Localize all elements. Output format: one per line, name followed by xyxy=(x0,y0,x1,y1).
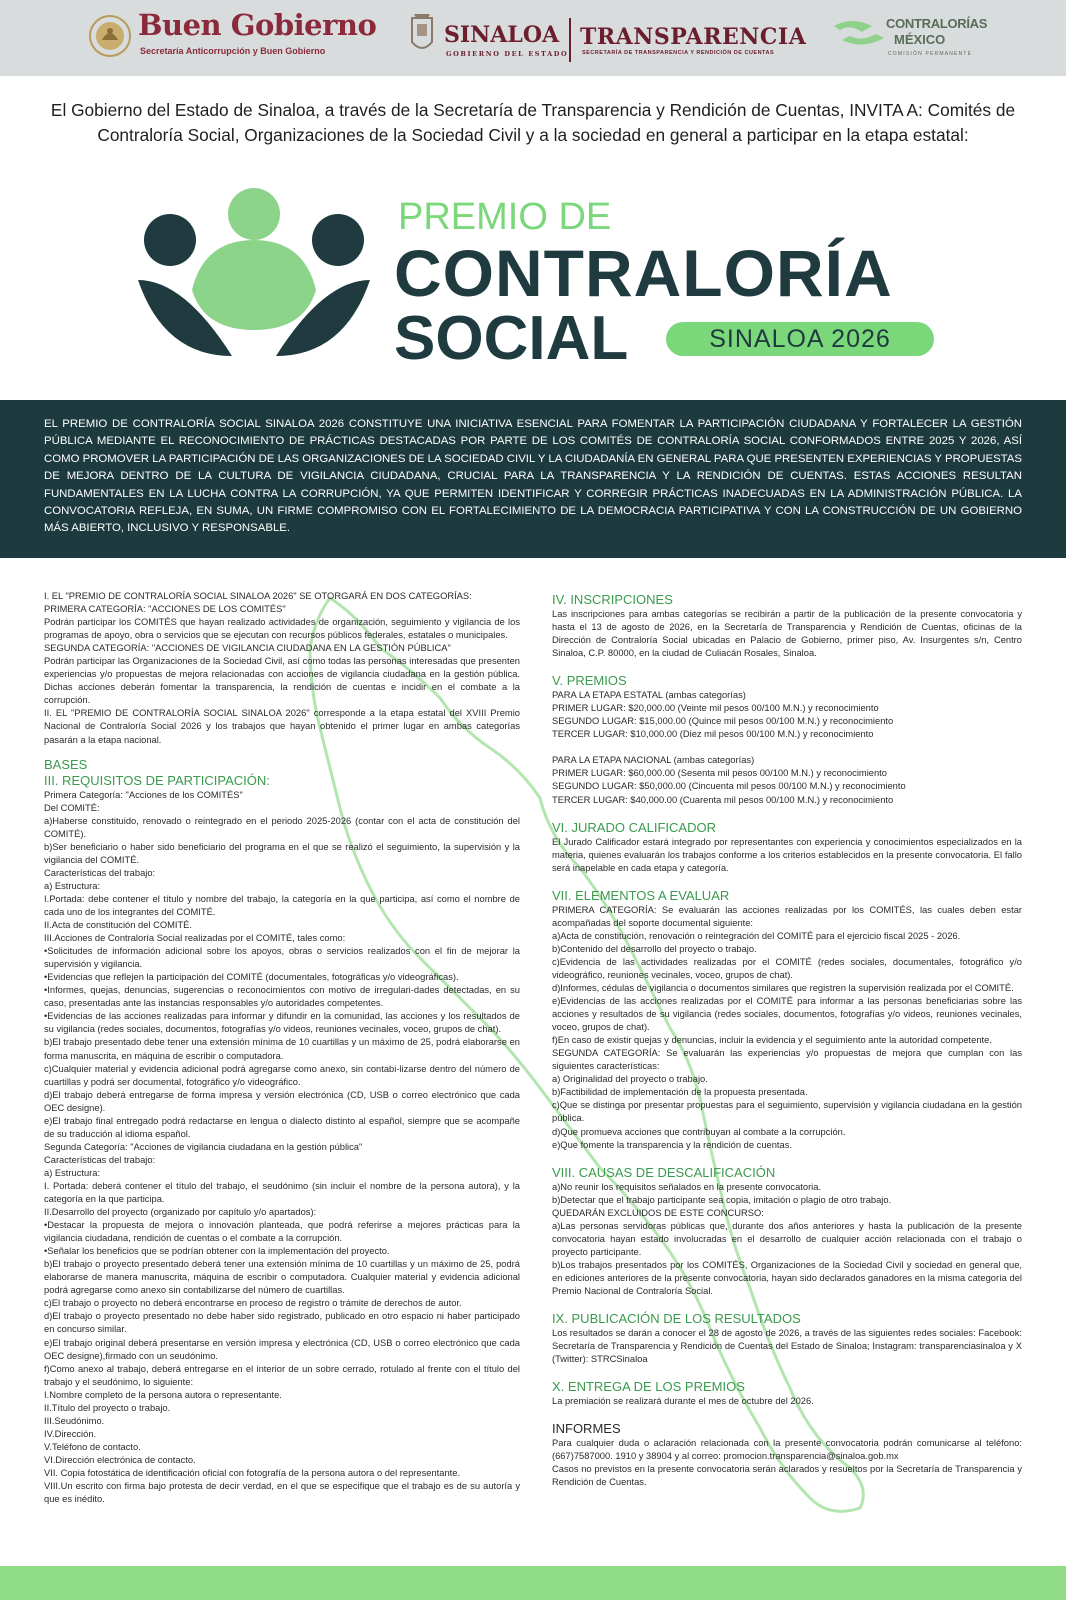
requisito-line: b)Ser beneficiario o haber sido beneficiario del programa en el que se realizó el seguimiento, la supervisión y la vigilancia del COMITÉ. xyxy=(44,841,520,865)
descalificacion-line: QUEDARÁN EXCLUIDOS DE ESTE CONCURSO: xyxy=(552,1207,764,1218)
gobierno-del-estado: GOBIERNO DEL ESTADO xyxy=(446,50,569,58)
requisito-line: f)Como anexo al trabajo, deberá entregarse en el interior de un sobre cerrado, rotulado al frente con el título del trabajo y el seudónimo, lo siguiente: xyxy=(44,1363,520,1387)
publicacion-heading: IX. PUBLICACIÓN DE LOS RESULTADOS xyxy=(552,1311,801,1327)
transparencia-title: TRANSPARENCIA xyxy=(580,24,807,50)
requisito-line: •Informes, quejas, denuncias, sugerencias o reconocimientos con motivo de irregulari-dades detectadas, en su caso, presentadas ante las instancias responsables y/o autoridades competentes. xyxy=(44,985,520,1009)
buen-gobierno-subtitle: Secretaría Anticorrupción y Buen Gobierno xyxy=(140,46,326,56)
premios-estatal-line: PRIMER LUGAR: $20,000.00 (Veinte mil pesos 00/100 M.N.) y reconocimiento xyxy=(552,703,879,714)
requisito-line: •Evidencias que reflejen la participación del COMITÉ (documentales, fotográficas y/o videográficas). xyxy=(44,972,459,983)
contralorias-mexico-logo xyxy=(832,12,988,64)
requisito-line: II.Desarrollo del proyecto (organizado por capítulo y/o apartados): xyxy=(44,1207,317,1218)
description-band xyxy=(0,400,1066,558)
requisito-line: IV.Dirección. xyxy=(44,1428,97,1439)
etapa-nacional-text: II. EL "PREMIO DE CONTRALORÍA SOCIAL SINALOA 2026" corresponde a la etapa estatal del XVIII Premio Nacional de Contraloría Social 2026 y los trabajos que hayan obtenido el primer lugar en ambas categorías pasarán a la etapa nacional. xyxy=(44,708,520,745)
primera-categoria-label: PRIMERA CATEGORÍA: "ACCIONES DE LOS COMITÉS" xyxy=(44,604,286,615)
requisito-line: d)El trabajo o proyecto presentado no debe haber sido registrado, publicado en otro espacio ni haber participado en concurso similar. xyxy=(44,1311,520,1335)
elemento-line: PRIMERA CATEGORÍA: Se evaluarán las acciones realizadas por los COMITÉS, las cuales deben estar acompañadas del soporte documental siguiente: xyxy=(552,904,1022,928)
segunda-categoria-text: Podrán participar las Organizaciones de la Sociedad Civil, así como todas las personas interesadas que presenten experiencias y/o propuestas de mejora relacionadas con acciones de vigilancia ciudadana en la gestión pública. Dichas acciones deberán fomentar la transparencia, la rendición de cuentas e incidir en el combate a la corrupción. xyxy=(44,656,520,706)
requisito-line: b)El trabajo presentado debe tener una extensión mínima de 10 cuartillas y un máximo de 25, podrá elaborarse en forma manuscrita, en máquina de escribir o computadora. xyxy=(44,1037,520,1061)
descalificacion-heading: VIII. CAUSAS DE DESCALIFICACIÓN xyxy=(552,1164,776,1180)
description-text: EL PREMIO DE CONTRALORÍA SOCIAL SINALOA 2026 CONSTITUYE UNA INICIATIVA ESENCIAL PARA FOMENTAR LA PARTICIPACIÓN CIUDADANA Y FORTALECER LA GESTIÓN PÚBLICA MEDIANTE EL RECONOCIMIENTO DE PRÁCTICAS DESTACADAS POR PARTE DE LOS COMITÉS DE CONTRALORÍA SOCIAL CONFORMADOS ENTRE 2025 Y 2026, ASÍ COMO PROMOVER LA PARTICIPACIÓN DE LAS ORGANIZACIONES DE LA SOCIEDAD CIVIL Y LA CIUDADANÍA EN GENERAL PARA QUE PRESENTEN EXPERIENCIAS Y PROPUESTAS DE MEJORA DENTRO DE LA CULTURA DE VIGILANCIA CIUDADANA, CRUCIAL PARA LA TRANSPARENCIA Y LA RENDICIÓN DE CUENTAS. ESTAS ACCIONES RESULTAN FUNDAMENTALES EN LA LUCHA CONTRA LA CORRUPCIÓN, YA QUE PERMITEN IDENTIFICAR Y CORREGIR PRÁCTICAS INADECUADAS EN LA ADMINISTRACIÓN PÚBLICA. LA CONVOCATORIA REFLEJA, EN SUMA, UN FIRME COMPROMISO CON EL FORTALECIMIENTO DE LA DEMOCRACIA PARTICIPATIVA Y CON LA CONSTRUCCIÓN DE UN GOBIERNO MÁS ABIERTO, INCLUSIVO Y RESPONSABLE. xyxy=(44,418,1022,535)
descalificacion-line: a)No reunir los requisitos señalados en la presente convocatoria. xyxy=(552,1181,822,1192)
elemento-line: SEGUNDA CATEGORÍA: Se evaluarán las experiencias y/o propuestas de mejora que cumplan con las siguientes características: xyxy=(552,1048,1022,1072)
requisito-line: Primera Categoría: "Acciones de los COMITÉS" xyxy=(44,789,243,800)
requisito-line: Características del trabajo: xyxy=(44,1154,156,1165)
requisito-line: a) Estructura: xyxy=(44,880,101,891)
bases-heading: BASES xyxy=(44,756,88,772)
requisito-line: I.Portada: debe contener el título y nombre del trabajo, la categoría en la que participa, así como el nombre de cada uno de los integrantes del COMITÉ. xyxy=(44,893,520,917)
segunda-categoria-label: SEGUNDA CATEGORÍA: "ACCIONES DE VIGILANCIA CIUDADANA EN LA GESTIÓN PÚBLICA" xyxy=(44,643,451,654)
elemento-line: e)Evidencias de las acciones realizadas por el COMITÉ para informar a las personas beneficiarias sobre las acciones y resultados de su vigilancia (redes sociales, documentos, fotografías y/o videos, reuniones vecinales, voceo, grupos de chat). xyxy=(552,996,1022,1033)
premios-nacional-line: SEGUNDO LUGAR: $50,000.00 (Cincuenta mil pesos 00/100 M.N.) y reconocimiento xyxy=(552,781,906,792)
intro-invitation: El Gobierno del Estado de Sinaloa, a través de la Secretaría de Transparencia y Rendición de Cuentas, INVITA A: Comités de Contraloría Social, Organizaciones de la Sociedad Civil y a la sociedad en general a participar en la etapa estatal: xyxy=(50,100,1016,145)
requisito-line: II.Título del proyecto o trabajo. xyxy=(44,1402,171,1413)
requisitos-heading: III. REQUISITOS DE PARTICIPACIÓN: xyxy=(44,772,270,788)
requisito-line: a)Haberse constituido, renovado o reintegrado en el periodo 2025-2026 (contar con el acta de constitución del COMITÉ). xyxy=(44,815,520,839)
requisito-line: c)Cualquier material y evidencia adicional podrá agregarse como anexo, sin contabi-lizarse dentro del número de cuartillas y podrá ser documental, fotográfico y/o videográfico. xyxy=(44,1063,520,1087)
contralorias-swoosh-icon xyxy=(832,16,892,52)
hero-social: SOCIAL xyxy=(394,304,629,373)
jurado-text: El Jurado Calificador estará integrado por representantes con experiencia y conocimientos especializados en la materia, quienes evaluarán los trabajos conforme a los criterios establecidos en la presente convocatoria. El fallo será inapelable en cada etapa y categoría. xyxy=(552,836,1022,873)
contralorias-line2: MÉXICO xyxy=(894,32,946,47)
premios-estatal-line: SEGUNDO LUGAR: $15,000.00 (Quince mil pesos 00/100 M.N.) y reconocimiento xyxy=(552,716,894,727)
elemento-line: d)Que promueva acciones que contribuyan al combate a la corrupción. xyxy=(552,1126,846,1137)
descalificacion-line: b)Detectar que el trabajo participante sea copia, imitación o plagio de otro trabajo. xyxy=(552,1194,892,1205)
publicacion-text: Los resultados se darán a conocer el 28 de agosto de 2026, a través de las siguientes redes sociales: Facebook: Secretaría de Transparencia y Rendición de Cuentas del Estado de Sinaloa; Instagram: transparenciasinaloa y X (Twitter): STRCSinaloa xyxy=(552,1328,1022,1365)
requisito-line: VII. Copia fotostática de identificación oficial con fotografía de la persona autora o del representante. xyxy=(44,1468,461,1478)
requisito-line: III.Acciones de Contraloría Social realizadas por el COMITÉ, tales como: xyxy=(44,933,346,944)
sinaloa-transparencia-logo xyxy=(408,10,807,66)
right-column xyxy=(552,592,1022,1489)
transparencia-subtitle: SECRETARÍA DE TRANSPARENCIA Y RENDICIÓN DE CUENTAS xyxy=(582,50,775,56)
premios-nacional-line: TERCER LUGAR: $40,000.00 (Cuarenta mil pesos 00/100 M.N.) y reconocimiento xyxy=(552,794,894,805)
premios-nacional-line: PARA LA ETAPA NACIONAL (ambas categorías) xyxy=(552,755,755,766)
requisito-line: V.Teléfono de contacto. xyxy=(44,1441,141,1452)
requisito-line: •Destacar la propuesta de mejora o innovación planteada, que podrá referirse a mejores prácticas para la vigilancia ciudadana, rendición de cuentas o el combate a la corrupción. xyxy=(44,1220,520,1244)
elemento-line: b)Contenido del desarrollo del proyecto o trabajo. xyxy=(552,943,757,954)
requisito-line: Características del trabajo: xyxy=(44,867,156,878)
categorias-heading: I. EL "PREMIO DE CONTRALORÍA SOCIAL SINALOA 2026" SE OTORGARÁ EN DOS CATEGORÍAS: xyxy=(44,591,472,601)
informes-contact: Para cualquier duda o aclaración relacionada con la presente convocatoria podrán comunicarse al teléfono: (667)7587000. 1910 y 38904 y al correo: promocion.transparencia@sinaloa.gob.mx xyxy=(552,1438,1022,1462)
elemento-line: c)Evidencia de las actividades realizadas por el COMITÉ (redes sociales, documentales, fotográfico y/o videográfico, reuniones vecinales, voceo, grupos de chat). xyxy=(552,956,1022,980)
premios-estatal-line: TERCER LUGAR: $10,000.00 (Diez mil pesos 00/100 M.N.) y reconocimiento xyxy=(552,729,874,740)
left-column xyxy=(44,590,520,1506)
entrega-text: La premiación se realizará durante el mes de octubre del 2026. xyxy=(552,1396,814,1407)
requisito-line: I.Nombre completo de la persona autora o representante. xyxy=(44,1389,282,1400)
requisito-line: III.Seudónimo. xyxy=(44,1415,105,1426)
buen-gobierno-logo xyxy=(88,10,388,66)
logo-bar xyxy=(0,0,1066,76)
hero-contraloria: CONTRALORÍA xyxy=(394,236,893,310)
buen-gobierno-title: Buen Gobierno xyxy=(138,8,377,42)
requisito-line: e)El trabajo original deberá presentarse en versión impresa y electrónica (CD, USB o correo electrónico que cada OEC designe),firmado con un seudónimo. xyxy=(44,1337,520,1361)
descalificacion-line: b)Los trabajos presentados por los COMITÉS, Organizaciones de la Sociedad Civil y sociedad en general que, en ediciones anteriores de la presente convocatoria, hayan sido declarados ganadores en la misma categoría del Premio Nacional de Contraloría Social. xyxy=(552,1259,1022,1296)
requisito-line: e)El trabajo final entregado podrá redactarse en lengua o dialecto distinto al español, siempre que se acompañe de su traducción al idioma español. xyxy=(44,1115,520,1139)
requisito-line: VI.Dirección electrónica de contacto. xyxy=(44,1454,196,1465)
requisito-line: •Solicitudes de información adicional sobre los apoyos, obras o servicios realizados con el fin de mejorar la supervisión y vigilancia. xyxy=(44,946,520,970)
jurado-heading: VI. JURADO CALIFICADOR xyxy=(552,819,716,835)
premios-heading: V. PREMIOS xyxy=(552,673,627,689)
entrega-heading: X. ENTREGA DE LOS PREMIOS xyxy=(552,1379,745,1395)
elemento-line: e)Que fomente la transparencia y la rendición de cuentas. xyxy=(552,1139,792,1150)
descalificacion-line: a)Las personas servidoras públicas que, durante dos años anteriores y hasta la publicación de la presente convocatoria hayan estado involucradas en el desarrollo de cualquier acción relacionada con el trabajo o proyecto participante. xyxy=(552,1220,1022,1257)
requisito-line: Del COMITÉ: xyxy=(44,802,100,813)
sinaloa-shield-icon xyxy=(408,10,436,62)
sinaloa-name: SINALOA xyxy=(444,22,560,48)
primera-categoria-text: Podrán participar los COMITÉS que hayan realizado actividades de organización, seguimiento y vigilancia de los programas de apoyo, obra o servicios que se ejecutan con recursos públicos federales, estatales o municipales. xyxy=(44,617,520,641)
elemento-line: c)Que se distinga por presentar propuestas para el seguimiento, supervisión y vigilancia ciudadana en la gestión pública. xyxy=(552,1100,1022,1124)
requisito-line: a) Estructura: xyxy=(44,1167,101,1178)
mexico-eagle-emblem-icon xyxy=(88,14,132,58)
inscripciones-text: Las inscripciones para ambas categorías se recibirán a partir de la publicación de la presente convocatoria y hasta el 13 de agosto de 2026, en la Secretaría de Transparencia y Rendición de Cuentas, oficinas de la Dirección de Contraloría Social ubicadas en Palacio de Gobierno, primer piso, Av. Insurgentes s/n, Centro Sinaloa, C.P. 80000, en la ciudad de Culiacán Rosales, Sinaloa. xyxy=(552,609,1022,659)
elementos-heading: VII. ELEMENTOS A EVALUAR xyxy=(552,887,730,903)
requisito-line: II.Acta de constitución del COMITÉ. xyxy=(44,920,193,931)
inscripciones-heading: IV. INSCRIPCIONES xyxy=(552,592,673,607)
requisito-line: d)El trabajo deberá entregarse de forma impresa y versión electrónica (CD, USB o correo electrónico que cada OEC designe). xyxy=(44,1089,520,1113)
requisito-line: c)El trabajo o proyecto no deberá encontrarse en proceso de registro o trámite de derechos de autor. xyxy=(44,1298,462,1309)
informes-note: Casos no previstos en la presente convocatoria serán aclarados y resueltos por la Secretaría de Transparencia y Rendición de Cuentas. xyxy=(552,1464,1022,1488)
requisito-line: •Señalar los beneficios que se podrían obtener con la implementación del proyecto. xyxy=(44,1246,390,1257)
requisito-line: I. Portada: deberá contener el título del trabajo, el seudónimo (sin incluir el nombre de la persona autora), y la categoría en la que participa. xyxy=(44,1180,520,1205)
contralorias-line3: COMISIÓN PERMANENTE xyxy=(888,51,973,57)
hero-premio-de: PREMIO DE xyxy=(398,196,612,238)
contralorias-line1: CONTRALORÍAS xyxy=(886,16,988,31)
requisito-line: Segunda Categoría: "Acciones de vigilancia ciudadana en la gestión pública" xyxy=(44,1141,363,1152)
elemento-line: a) Originalidad del proyecto o trabajo. xyxy=(552,1074,708,1085)
elemento-line: a)Acta de constitución, renovación o reintegración del COMITÉ para el ejercicio fiscal 2025 - 2026. xyxy=(552,930,961,941)
premios-nacional-line: PRIMER LUGAR: $60,000.00 (Sesenta mil pesos 00/100 M.N.) y reconocimiento xyxy=(552,768,887,779)
hero-year-pill xyxy=(666,322,934,356)
hero-pill-text: SINALOA 2026 xyxy=(709,325,891,353)
elemento-line: d)Informes, cédulas de vigilancia o documentos similares que registren la supervisión realizada por el COMITÉ. xyxy=(552,982,1014,993)
elemento-line: f)En caso de existir quejas y denuncias, incluir la evidencia y el seguimiento ante la autoridad competente. xyxy=(552,1035,992,1046)
people-community-icon xyxy=(134,180,374,360)
elemento-line: b)Factibilidad de implementación de la propuesta presentada. xyxy=(552,1087,808,1098)
logo-divider xyxy=(569,18,571,62)
footer-bar xyxy=(0,1566,1066,1600)
requisito-line: •Evidencias de las acciones realizadas para informar y difundir en la comunidad, las acciones y los resultados de su vigilancia (redes sociales, documentos, fotografías y/o videos, reuniones vecinales, voceo, grupos de chat). xyxy=(44,1011,520,1035)
requisito-line: b)El trabajo o proyecto presentado deberá tener una extensión mínima de 10 cuartillas y un máximo de 25, podrá elaborarse de manera manuscrita, máquina de escribir o computadora. Cualquier material y evidencia adicional podrá agregarse como anexo sin contabilizarse del número de cuartillas. xyxy=(44,1259,520,1296)
premios-estatal-line: PARA LA ETAPA ESTATAL (ambas categorías) xyxy=(552,690,746,701)
requisito-line: VIII.Un escrito con firma bajo protesta de decir verdad, en el que se especifique que el trabajo es de su autoría y que es inédito. xyxy=(44,1481,520,1505)
informes-heading: INFORMES xyxy=(552,1421,621,1437)
